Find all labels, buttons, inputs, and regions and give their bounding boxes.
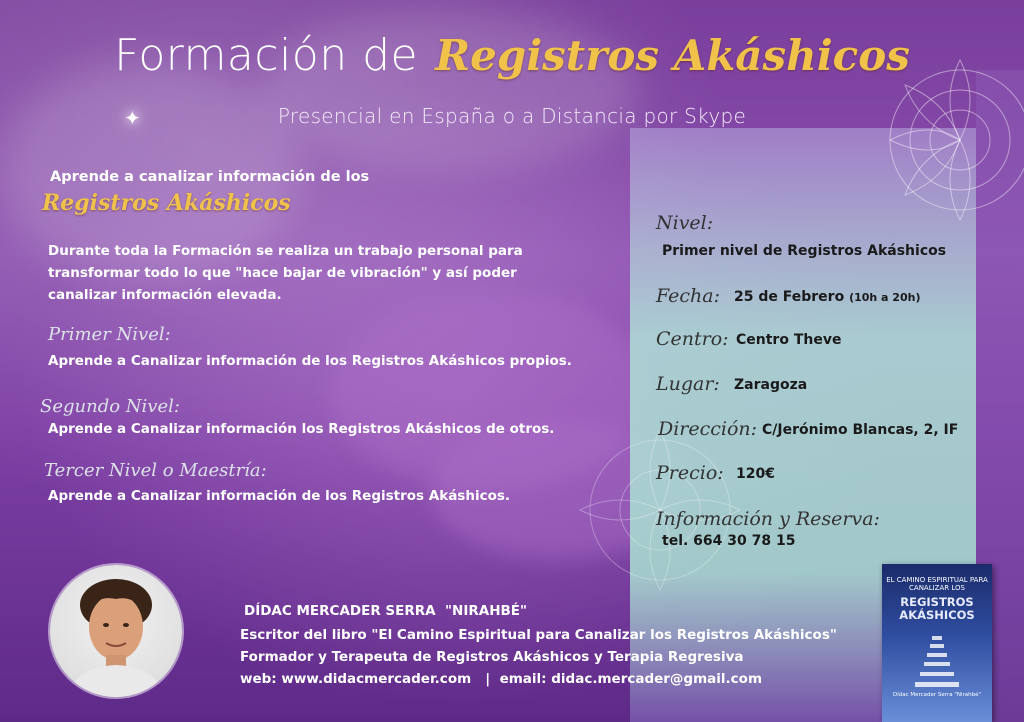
precio-label: Precio: [656, 462, 724, 484]
level-text-3: Aprende a Canalizar información de los Registros Akáshicos. [48, 488, 511, 504]
intro-heading-script: Registros Akáshicos [42, 190, 291, 216]
fecha-date: 25 de Febrero [734, 289, 845, 305]
book-title-line-1: REGISTROS [900, 595, 974, 609]
reserva-label: Información y Reserva: [656, 508, 880, 530]
fecha-hours: (10h a 20h) [849, 291, 921, 304]
direccion-label: Dirección: [658, 418, 758, 440]
centro-label: Centro: [656, 328, 729, 350]
author-line-1: Escritor del libro "El Camino Espiritual para Canalizar los Registros Akáshicos" [240, 627, 837, 643]
book-cover [882, 564, 992, 722]
author-name: DÍDAC MERCADER SERRA "NIRAHBÉ" [244, 603, 528, 619]
intro-body-line-1: Durante toda la Formación se realiza un trabajo personal para [48, 243, 523, 259]
subtitle: Presencial en España o a Distancia por Skype [277, 104, 747, 128]
direccion-value: C/Jerónimo Blancas, 2, IF [762, 422, 959, 438]
author-photo-art [50, 565, 182, 697]
fecha-label: Fecha: [656, 285, 720, 307]
stairs-icon [912, 634, 962, 689]
sparkle-icon: ✦ [124, 106, 141, 130]
precio-value: 120€ [736, 466, 775, 482]
fecha-value [734, 289, 920, 305]
nivel-label: Nivel: [656, 212, 714, 234]
title-plain: Formación de [114, 30, 419, 81]
centro-value: Centro Theve [736, 332, 842, 348]
nivel-value: Primer nivel de Registros Akáshicos [662, 243, 947, 259]
intro-body-line-2: transformar todo lo que "hace bajar de vibración" y así poder [48, 265, 517, 281]
author-photo [50, 565, 182, 697]
intro-body-line-3: canalizar información elevada. [48, 287, 282, 303]
book-author: Dídac Mercader Serra "Nirahbé" [892, 692, 982, 698]
author-line-2: Formador y Terapeuta de Registros Akáshicos y Terapia Regresiva [240, 649, 744, 665]
page-title [0, 30, 1024, 81]
lugar-value: Zaragoza [734, 377, 808, 393]
book-top-line: EL CAMINO ESPIRITUAL PARA CANALIZAR LOS [886, 576, 988, 592]
title-script: Registros Akáshicos [435, 31, 910, 80]
reserva-phone: tel. 664 30 78 15 [662, 533, 796, 549]
book-title [886, 596, 988, 622]
level-text-2: Aprende a Canalizar información los Registros Akáshicos de otros. [48, 421, 555, 437]
book-title-line-2: AKÁSHICOS [899, 608, 975, 622]
lugar-label: Lugar: [656, 373, 720, 395]
level-title-1: Primer Nivel: [48, 324, 171, 345]
level-text-1: Aprende a Canalizar información de los Registros Akáshicos propios. [48, 353, 572, 369]
level-title-3: Tercer Nivel o Maestría: [44, 460, 267, 481]
intro-heading: Aprende a canalizar información de los [50, 169, 370, 185]
level-title-2: Segundo Nivel: [40, 396, 180, 417]
author-contact: web: www.didacmercader.com | email: didac.mercader@gmail.com [240, 671, 763, 687]
